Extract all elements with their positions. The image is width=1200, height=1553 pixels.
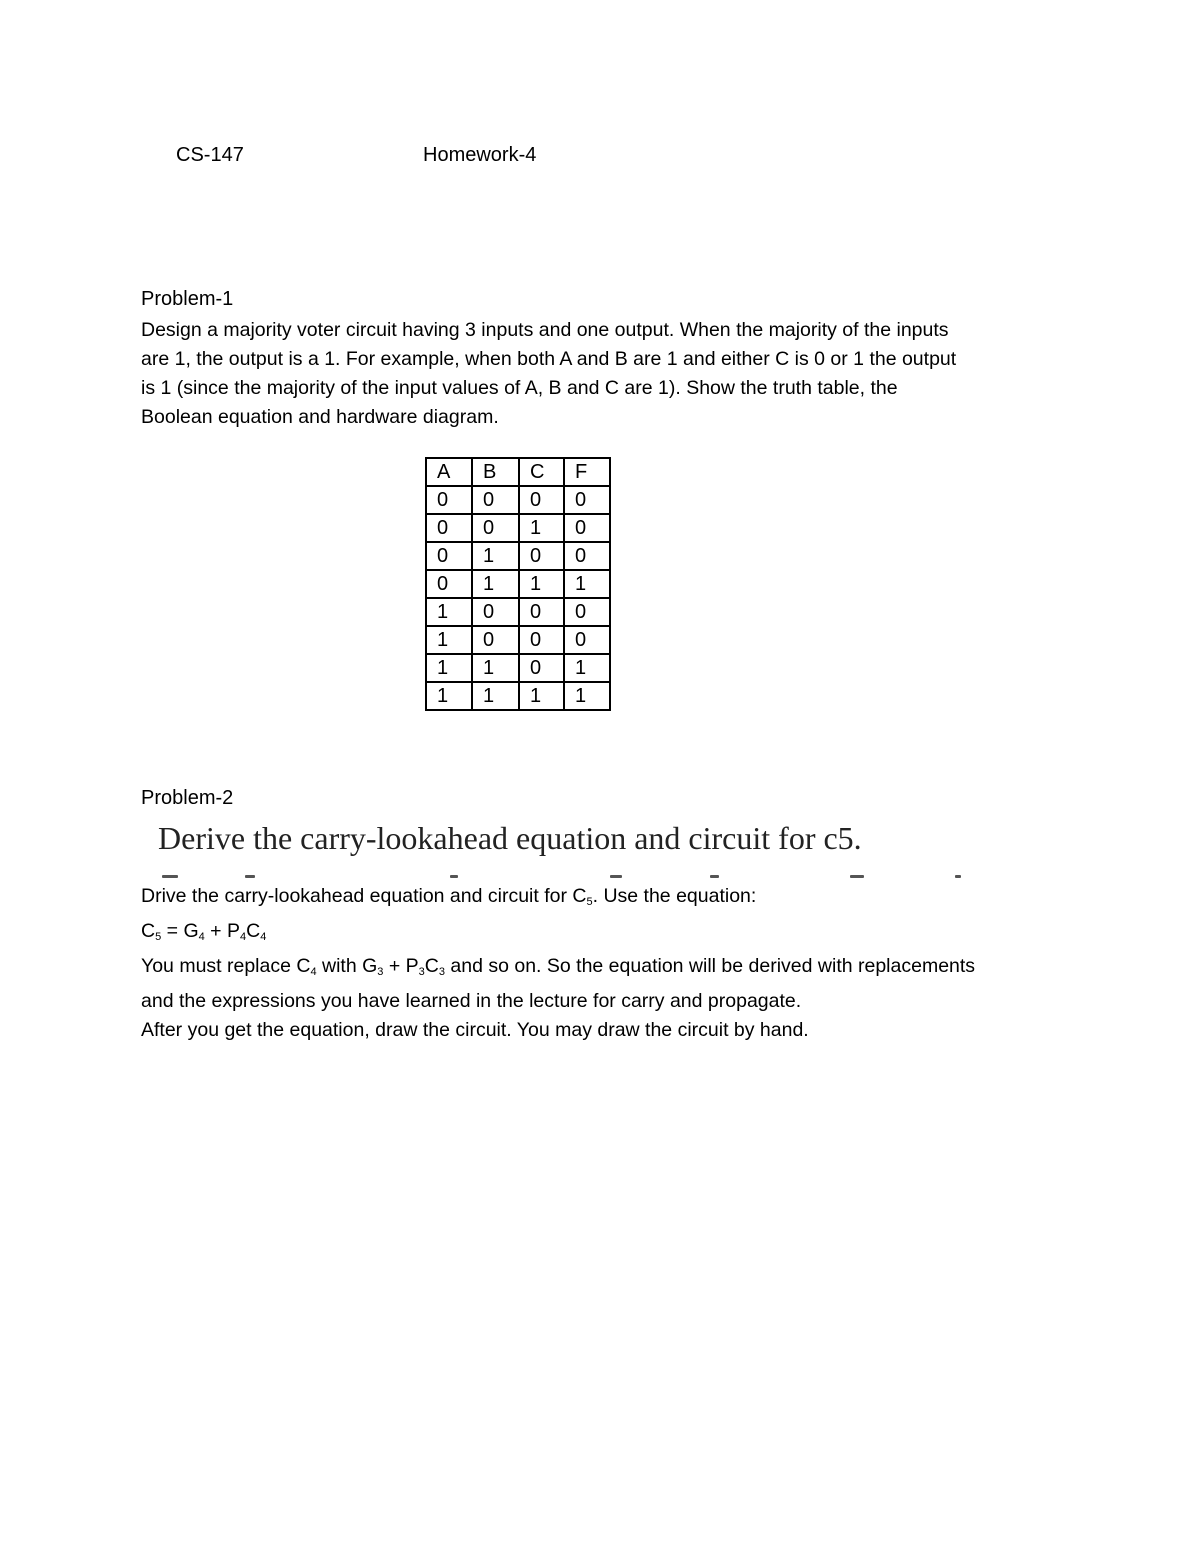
truth-table-cell: 0: [519, 626, 564, 654]
truth-table-cell: 1: [426, 654, 472, 682]
truth-table-cell: 0: [564, 598, 610, 626]
cropped-text-fragment: [150, 872, 970, 882]
truth-table-row: [426, 514, 610, 542]
truth-table-cell: 0: [564, 626, 610, 654]
truth-header-a: A: [426, 458, 472, 486]
truth-table-cell: 0: [564, 542, 610, 570]
problem-2-line-1: Drive the carry-lookahead equation and circuit for $C_5$. Use the equation:: [141, 885, 757, 908]
problem-1-line: Boolean equation and hardware diagram.: [141, 406, 499, 428]
truth-table-cell: 1: [519, 570, 564, 598]
truth-table-row: [426, 542, 610, 570]
truth-table-cell: 0: [564, 486, 610, 514]
truth-table-cell: 0: [519, 486, 564, 514]
problem-1-line: Design a majority voter circuit having 3 inputs and one output. When the majority of the inputs: [141, 319, 949, 341]
truth-table-cell: 0: [519, 654, 564, 682]
problem-2-pasted-banner: Derive the carry-lookahead equation and circuit for c5.: [158, 820, 862, 856]
problem-2-text: [141, 882, 1071, 1045]
problem-2-heading: Problem-2: [141, 787, 234, 809]
truth-table-cell: 1: [519, 682, 564, 710]
truth-table-cell: 0: [426, 570, 472, 598]
truth-table-row: [426, 598, 610, 626]
problem-1-line: is 1 (since the majority of the input values of A, B and C are 1). Show the truth table, the: [141, 377, 898, 399]
truth-table-cell: 1: [564, 570, 610, 598]
truth-table-cell: 0: [519, 542, 564, 570]
truth-table-row: [426, 486, 610, 514]
truth-table-cell: 1: [426, 682, 472, 710]
truth-table-row: [426, 682, 610, 710]
carry-equation: $C_5 = G_4 + P_4C_4$: [141, 920, 267, 943]
truth-table-cell: 0: [472, 626, 519, 654]
truth-table-cell: 1: [564, 682, 610, 710]
truth-table-header-row: [426, 458, 610, 486]
truth-table: [425, 457, 611, 711]
truth-table-cell: 0: [472, 514, 519, 542]
truth-table-cell: 1: [472, 682, 519, 710]
homework-title: Homework-4: [423, 144, 537, 166]
truth-table-cell: 1: [472, 542, 519, 570]
truth-table-cell: 0: [564, 514, 610, 542]
problem-1-heading: Problem-1: [141, 288, 234, 310]
truth-table-cell: 1: [564, 654, 610, 682]
truth-table-cell: 0: [472, 486, 519, 514]
truth-table-row: [426, 570, 610, 598]
truth-table-cell: 0: [426, 486, 472, 514]
problem-2-line-3: You must replace $C_4$ with $G_3 + P_3C_3$ and so on. So the equation will be derived with replacements: [141, 955, 976, 978]
truth-table-cell: 1: [472, 570, 519, 598]
course-code: CS-147: [176, 144, 244, 166]
truth-table-cell: 0: [472, 598, 519, 626]
truth-header-c: C: [519, 458, 564, 486]
truth-table-cell: 1: [519, 514, 564, 542]
truth-table-cell: 0: [426, 514, 472, 542]
truth-table-cell: 0: [519, 598, 564, 626]
truth-table-body: [426, 458, 610, 710]
truth-table-cell: 1: [426, 598, 472, 626]
truth-table-cell: 0: [426, 542, 472, 570]
truth-table-row: [426, 626, 610, 654]
truth-table-cell: 1: [426, 626, 472, 654]
problem-1-text: [141, 316, 1061, 432]
problem-2-line-5: After you get the equation, draw the circuit. You may draw the circuit by hand.: [141, 1019, 809, 1041]
truth-header-b: B: [472, 458, 519, 486]
problem-2-line-4: and the expressions you have learned in the lecture for carry and propagate.: [141, 990, 802, 1012]
problem-1-line: are 1, the output is a 1. For example, when both A and B are 1 and either C is 0 or 1 the output: [141, 348, 957, 370]
truth-table-cell: 1: [472, 654, 519, 682]
truth-table-row: [426, 654, 610, 682]
truth-header-f: F: [564, 458, 610, 486]
